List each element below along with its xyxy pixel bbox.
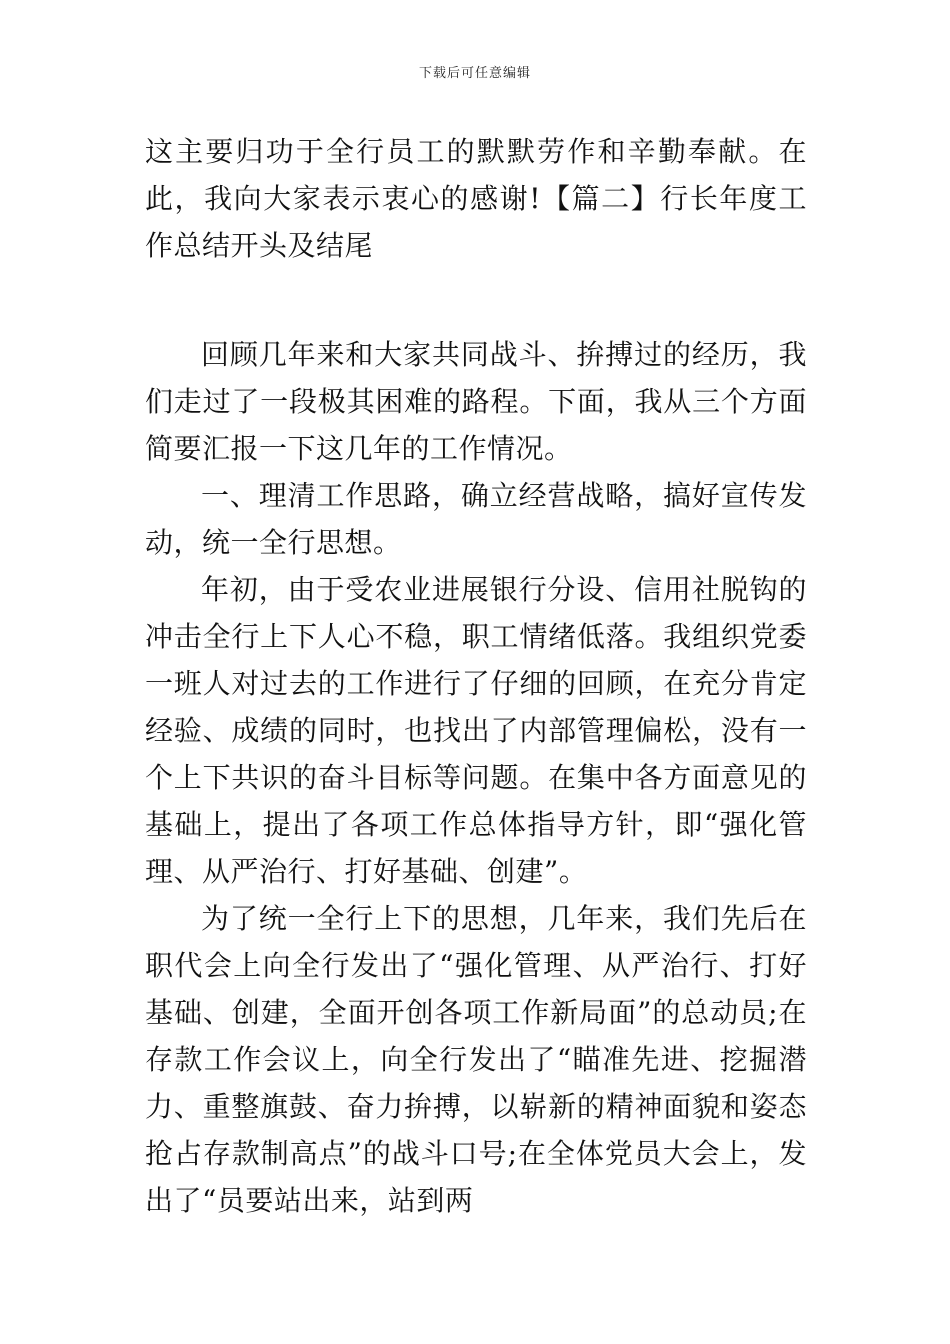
document-body	[145, 128, 807, 1224]
paragraph-unify-thinking: 为了统一全行上下的思想，几年来，我们先后在职代会上向全行发出了“强化管理、从严治行、打好基础、创建，全面开创各项工作新局面”的总动员;在存款工作会议上，向全行发出了“瞄准先进、挖掘潜力、重整旗鼓、奋力拚搏，以崭新的精神面貌和姿态抢占存款制高点”的战斗口号;在全体党员大会上，发出了“员要站出来，站到两	[145, 902, 807, 1217]
paragraph-section-heading: 一、理清工作思路，确立经营战略，搞好宣传发动，统一全行思想。	[145, 479, 807, 559]
paragraph-intro: 这主要归功于全行员工的默默劳作和辛勤奉献。在此，我向大家表示衷心的感谢!【篇二】行长年度工作总结开头及结尾	[145, 135, 807, 262]
paragraph-year-start: 年初，由于受农业进展银行分设、信用社脱钩的冲击全行上下人心不稳，职工情绪低落。我组织党委一班人对过去的工作进行了仔细的回顾，在充分肯定经验、成绩的同时，也找出了内部管理偏松，没有一个上下共识的奋斗目标等问题。在集中各方面意见的基础上，提出了各项工作总体指导方针，即“强化管理、从严治行、打好基础、创建”。	[145, 573, 807, 888]
page-header: 下载后可任意编辑	[418, 66, 531, 81]
paragraph-review: 回顾几年来和大家共同战斗、拚搏过的经历，我们走过了一段极其困难的路程。下面，我从三个方面简要汇报一下这几年的工作情况。	[145, 338, 807, 465]
